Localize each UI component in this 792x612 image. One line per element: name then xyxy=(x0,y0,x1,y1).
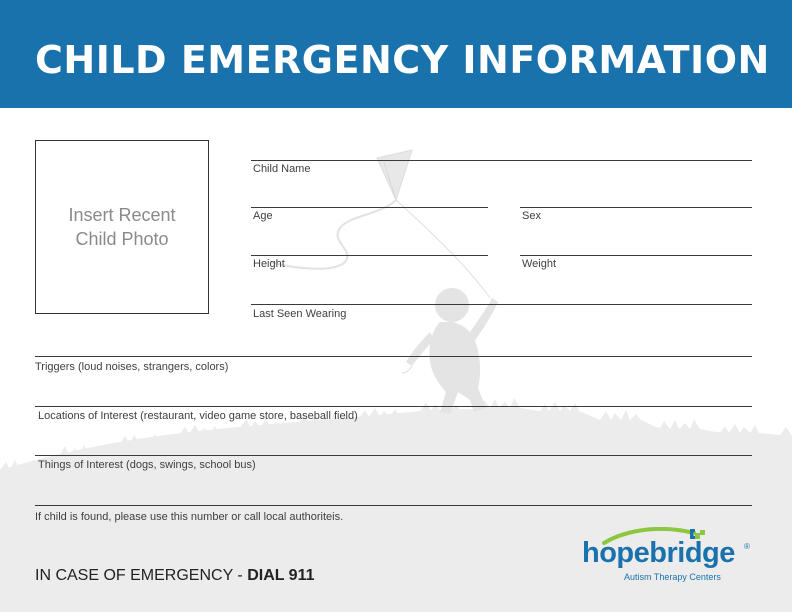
locations-of-interest-field[interactable] xyxy=(35,406,752,407)
weight-label: Weight xyxy=(522,258,557,270)
page-title: CHILD EMERGENCY INFORMATION xyxy=(35,38,770,82)
height-field[interactable] xyxy=(251,255,488,256)
last-seen-wearing-label: Last Seen Wearing xyxy=(253,308,347,320)
child-name-field[interactable] xyxy=(251,160,752,161)
age-label: Age xyxy=(253,210,273,222)
photo-placeholder-line2: Child Photo xyxy=(75,229,169,249)
things-of-interest-field[interactable] xyxy=(35,455,752,456)
registered-mark: ® xyxy=(744,542,750,551)
child-name-label: Child Name xyxy=(253,163,311,175)
locations-of-interest-label: Locations of Interest (restaurant, video game store, baseball field) xyxy=(38,410,358,422)
child-photo-placeholder[interactable] xyxy=(35,140,209,314)
weight-field[interactable] xyxy=(520,255,752,256)
header-banner xyxy=(0,0,792,108)
emergency-prefix: IN CASE OF EMERGENCY - xyxy=(35,567,248,584)
height-label: Height xyxy=(253,258,285,270)
triggers-label: Triggers (loud noises, strangers, colors) xyxy=(35,361,229,373)
sex-label: Sex xyxy=(522,210,541,222)
hopebridge-logo xyxy=(582,527,754,589)
contact-note-label: If child is found, please use this number or call local authoriteis. xyxy=(35,511,344,523)
things-of-interest-label: Things of Interest (dogs, swings, school bus) xyxy=(38,459,256,471)
emergency-number: DIAL 911 xyxy=(247,567,315,584)
logo-tagline: Autism Therapy Centers xyxy=(624,572,721,582)
photo-placeholder-line1: Insert Recent xyxy=(68,205,176,225)
sex-field[interactable] xyxy=(520,207,752,208)
emergency-footer xyxy=(35,567,314,585)
last-seen-wearing-field[interactable] xyxy=(251,304,752,305)
photo-placeholder-text xyxy=(52,203,192,251)
age-field[interactable] xyxy=(251,207,488,208)
contact-number-field[interactable] xyxy=(35,505,752,506)
triggers-field[interactable] xyxy=(35,356,752,357)
logo-wordmark: hopebridge xyxy=(582,537,735,569)
